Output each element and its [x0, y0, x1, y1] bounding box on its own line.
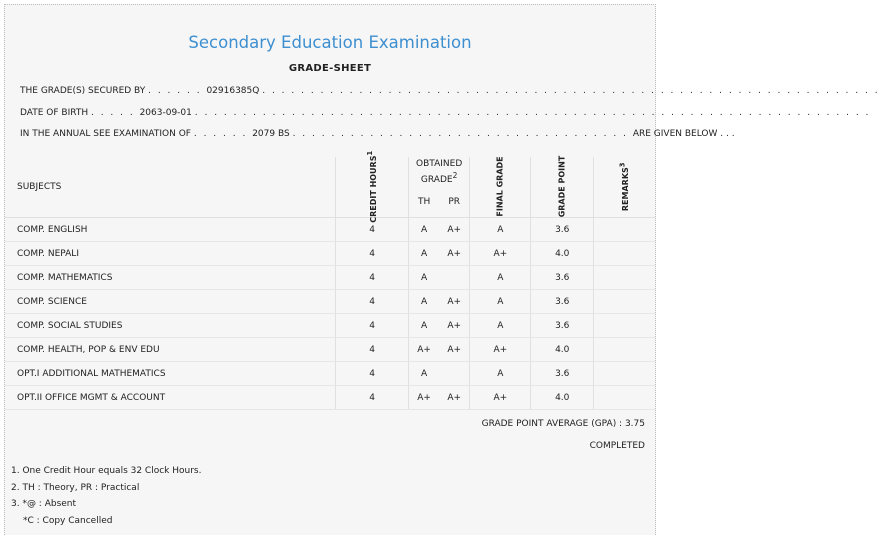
grade-point-cell: 3.6: [531, 266, 594, 290]
exam-title: Secondary Education Examination: [188, 33, 472, 52]
credit-hours-cell: 4: [336, 362, 409, 386]
grade-point-cell: 4.0: [531, 242, 594, 266]
footnotes: [11, 463, 651, 529]
status-completed: COMPLETED: [589, 441, 645, 451]
footnote-2: 2. TH : Theory, PR : Practical: [11, 482, 140, 493]
subject-cell: OPT.I ADDITIONAL MATHEMATICS: [5, 362, 336, 386]
header-remarks-label: REMARKS: [621, 166, 631, 211]
exam-label: IN THE ANNUAL SEE EXAMINATION OF: [20, 129, 191, 139]
footnote-3: 3. *@ : Absent: [11, 499, 77, 509]
credit-hours-cell: 4: [336, 218, 409, 242]
credit-hours-cell: 4: [336, 386, 409, 410]
practical-grade-cell: A+: [439, 218, 470, 242]
table-row: [5, 338, 655, 362]
header-pr-label: PR: [448, 197, 461, 208]
theory-grade-cell: A+: [409, 386, 440, 410]
grade-point-cell: 4.0: [531, 386, 594, 410]
practical-grade-cell: A+: [439, 386, 470, 410]
remarks-cell: [594, 266, 655, 290]
grade-point-cell: 4.0: [531, 338, 594, 362]
subject-cell: COMP. ENGLISH: [5, 218, 336, 242]
dob-line: DATE OF BIRTH . . . . . 2063-09-01 . . . . . . . . . . . . . . . . . . . . . . . . . . . . . . . . . . . . . . . . . . . . . . . . . . . . . . . . . . . . . . . . . . . . . .: [20, 108, 871, 118]
remarks-footnote: 3: [618, 162, 627, 167]
grade-point-cell: 3.6: [531, 362, 594, 386]
credit-hours-cell: 4: [336, 290, 409, 314]
final-grade-cell: A: [470, 362, 531, 386]
header-th-label: TH: [417, 197, 431, 208]
secured-by-value: 02916385Q: [206, 86, 260, 96]
practical-grade-cell: [439, 362, 470, 386]
remarks-cell: [594, 242, 655, 266]
final-grade-cell: A+: [470, 338, 531, 362]
final-grade-cell: A: [470, 218, 531, 242]
footnote-3b: *C : Copy Cancelled: [23, 515, 113, 526]
final-grade-cell: A: [470, 290, 531, 314]
practical-grade-cell: A+: [439, 290, 470, 314]
practical-grade-cell: A+: [439, 314, 470, 338]
credit-hours-cell: 4: [336, 266, 409, 290]
table-row: [5, 314, 655, 338]
sheet-subtitle: GRADE-SHEET: [288, 63, 372, 74]
obtained-grade-footnote: 2: [452, 171, 458, 181]
remarks-cell: [594, 314, 655, 338]
practical-grade-cell: [439, 266, 470, 290]
credit-hours-cell: 4: [336, 338, 409, 362]
subject-cell: OPT.II OFFICE MGMT & ACCOUNT: [5, 386, 336, 410]
footnote-1: 1. One Credit Hour equals 32 Clock Hours.: [11, 466, 202, 476]
remarks-cell: [594, 218, 655, 242]
header-final-grade: [470, 157, 531, 218]
theory-grade-cell: A: [409, 362, 440, 386]
theory-grade-cell: A: [409, 218, 440, 242]
grade-point-cell: 3.6: [531, 290, 594, 314]
dob-value: 2063-09-01: [139, 108, 192, 118]
final-grade-cell: A: [470, 314, 531, 338]
exam-suffix: ARE GIVEN BELOW . . .: [632, 129, 735, 139]
header-subjects: [5, 157, 336, 218]
exam-value: 2079 BS: [252, 129, 290, 139]
subject-cell: COMP. HEALTH, POP & ENV EDU: [5, 338, 336, 362]
header-th: [409, 187, 440, 217]
header-grade-label: GRADE: [420, 175, 453, 186]
practical-grade-cell: A+: [439, 242, 470, 266]
practical-grade-cell: A+: [439, 338, 470, 362]
header-remarks: [594, 157, 655, 218]
remarks-cell: [594, 290, 655, 314]
header-grade-point: [531, 157, 594, 218]
final-grade-cell: A+: [470, 242, 531, 266]
credit-hours-cell: 4: [336, 314, 409, 338]
subject-cell: COMP. SOCIAL STUDIES: [5, 314, 336, 338]
final-grade-cell: A+: [470, 386, 531, 410]
header-credit-hours: [336, 150, 409, 223]
secured-by-line: THE GRADE(S) SECURED BY . . . . . . 02916385Q . . . . . . . . . . . . . . . . . . . . . . . . . . . . . . . . . . . . . . . . . . . . . . . . . . . . . . . . . . . . . . . .: [20, 86, 880, 96]
header-subjects-label: SUBJECTS: [17, 182, 62, 192]
table-row: [5, 290, 655, 314]
credit-hours-cell: 4: [336, 242, 409, 266]
table-row: [5, 218, 655, 242]
subject-cell: COMP. NEPALI: [5, 242, 336, 266]
secured-by-label: THE GRADE(S) SECURED BY: [20, 86, 146, 96]
table-row: [5, 266, 655, 290]
table-row: [5, 386, 655, 410]
final-grade-cell: A: [470, 266, 531, 290]
table-row: [5, 242, 655, 266]
subject-cell: COMP. SCIENCE: [5, 290, 336, 314]
table-row: [5, 362, 655, 386]
header-credit-hours-label: CREDIT HOURS: [368, 155, 378, 223]
remarks-cell: [594, 338, 655, 362]
header-obtained-grade: [409, 157, 470, 187]
grade-table: [5, 150, 655, 410]
dob-label: DATE OF BIRTH: [20, 108, 89, 118]
theory-grade-cell: A+: [409, 338, 440, 362]
header-obtained-label: OBTAINED: [416, 159, 463, 170]
remarks-cell: [594, 362, 655, 386]
grade-point-cell: 3.6: [531, 218, 594, 242]
theory-grade-cell: A: [409, 314, 440, 338]
remarks-cell: [594, 386, 655, 410]
credit-hours-footnote: 1: [366, 150, 375, 156]
theory-grade-cell: A: [409, 242, 440, 266]
grade-point-cell: 3.6: [531, 314, 594, 338]
header-grade-point-label: GRADE POINT: [557, 155, 567, 218]
gpa-summary: GRADE POINT AVERAGE (GPA) : 3.75: [481, 419, 645, 429]
theory-grade-cell: A: [409, 290, 440, 314]
grade-sheet: [4, 4, 880, 535]
theory-grade-cell: A: [409, 266, 440, 290]
subject-cell: COMP. MATHEMATICS: [5, 266, 336, 290]
exam-line: IN THE ANNUAL SEE EXAMINATION OF . . . . . . 2079 BS . . . . . . . . . . . . . . . . . . . . . . . . . . . . . . . . . . . ARE GIVEN BELOW . . .: [20, 129, 735, 139]
header-final-grade-label: FINAL GRADE: [495, 156, 505, 217]
header-pr: [439, 187, 470, 217]
